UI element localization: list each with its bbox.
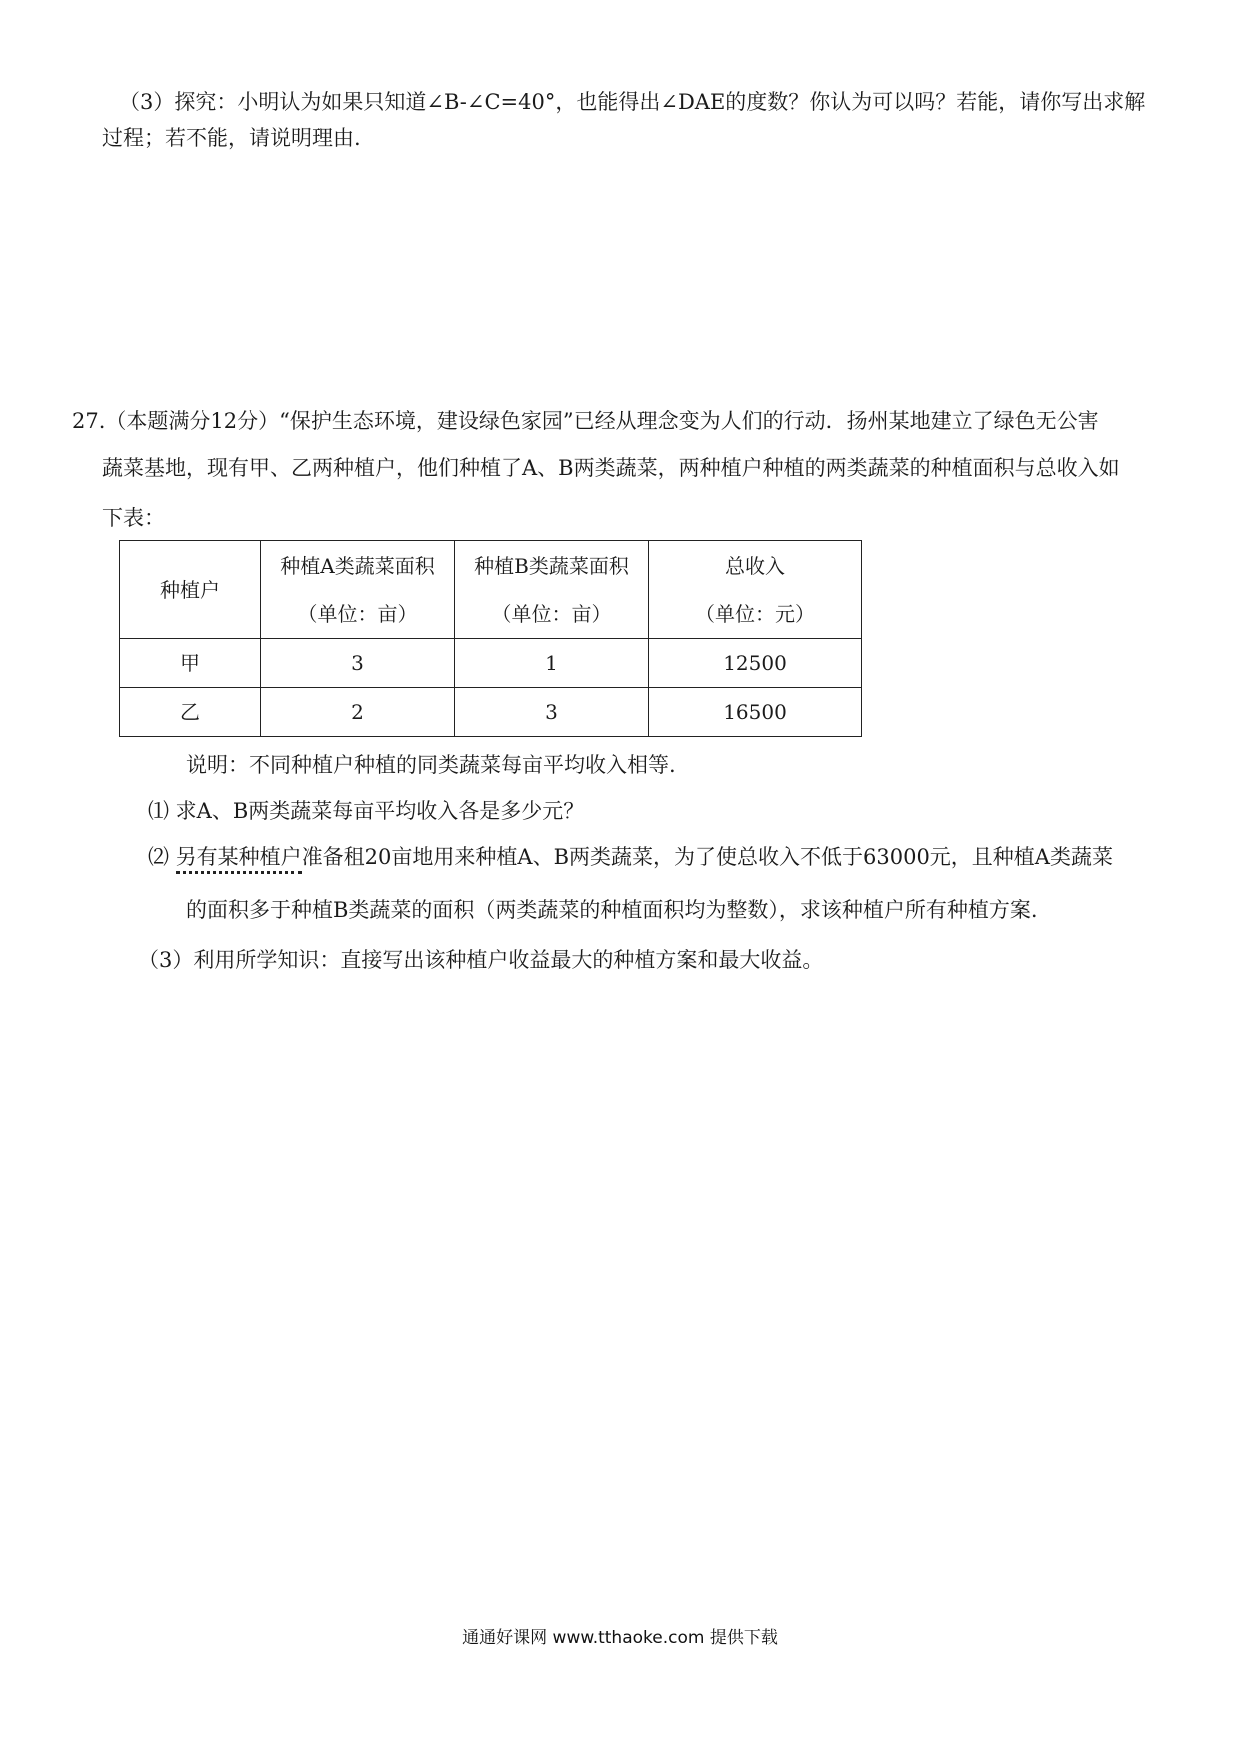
q27-line3: 下表：	[102, 506, 165, 530]
table-cell: 3	[261, 639, 455, 688]
table-header-cell	[120, 541, 261, 639]
table-cell: 3	[455, 688, 649, 737]
header-label: 种植户	[160, 577, 220, 602]
q27-line2: 蔬菜基地，现有甲、乙两种植户，他们种植了A、B两类蔬菜，两种植户种植的两类蔬菜的种植面积与总收入如	[102, 456, 1120, 480]
table-cell: 乙	[120, 688, 261, 737]
table-row	[120, 688, 862, 737]
header-unit: （单位：亩）	[491, 601, 612, 626]
q26-part3-line1: （3）探究：小明认为如果只知道∠B-∠C=40°，也能得出∠DAE的度数？你认为可以吗？若能，请你写出求解	[119, 90, 1146, 114]
page-footer: 通通好课网 www.tthaoke.com 提供下载	[462, 1628, 778, 1648]
table-cell: 2	[261, 688, 455, 737]
table-header-cell	[261, 541, 455, 639]
header-label: 种植A类蔬菜面积	[280, 553, 435, 578]
q26-part3-line2: 过程；若不能，请说明理由.	[102, 126, 361, 150]
emphasized-phrase: 另有某种植户	[176, 845, 302, 874]
table-cell: 12500	[649, 639, 862, 688]
sub2-rest: 准备租20亩地用来种植A、B两类蔬菜，为了使总收入不低于63000元，且种植A类蔬菜	[301, 845, 1113, 869]
table-cell: 甲	[120, 639, 261, 688]
table-cell: 1	[455, 639, 649, 688]
q27-sub2-line1	[148, 843, 1113, 871]
q27-sub1: ⑴ 求A、B两类蔬菜每亩平均收入各是多少元？	[148, 799, 585, 823]
table-header-row	[120, 541, 862, 639]
q27-line1: 27.（本题满分12分）“保护生态环境，建设绿色家园”已经从理念变为人们的行动．扬州某地建立了绿色无公害	[72, 409, 1099, 433]
q27-sub2-line2: 的面积多于种植B类蔬菜的面积（两类蔬菜的种植面积均为整数），求该种植户所有种植方案.	[186, 898, 1038, 922]
header-label: 种植B类蔬菜面积	[474, 553, 629, 578]
header-label: 总收入	[725, 553, 785, 578]
header-unit: （单位：元）	[695, 601, 815, 626]
planting-table	[119, 540, 862, 737]
header-unit: （单位：亩）	[297, 601, 418, 626]
table-header-cell	[649, 541, 862, 639]
table-header-cell	[455, 541, 649, 639]
table-note: 说明：不同种植户种植的同类蔬菜每亩平均收入相等.	[186, 753, 676, 777]
table-cell: 16500	[649, 688, 862, 737]
q27-sub3: （3）利用所学知识：直接写出该种植户收益最大的种植方案和最大收益。	[138, 948, 824, 972]
sub2-prefix: ⑵	[148, 845, 176, 869]
table-row	[120, 639, 862, 688]
